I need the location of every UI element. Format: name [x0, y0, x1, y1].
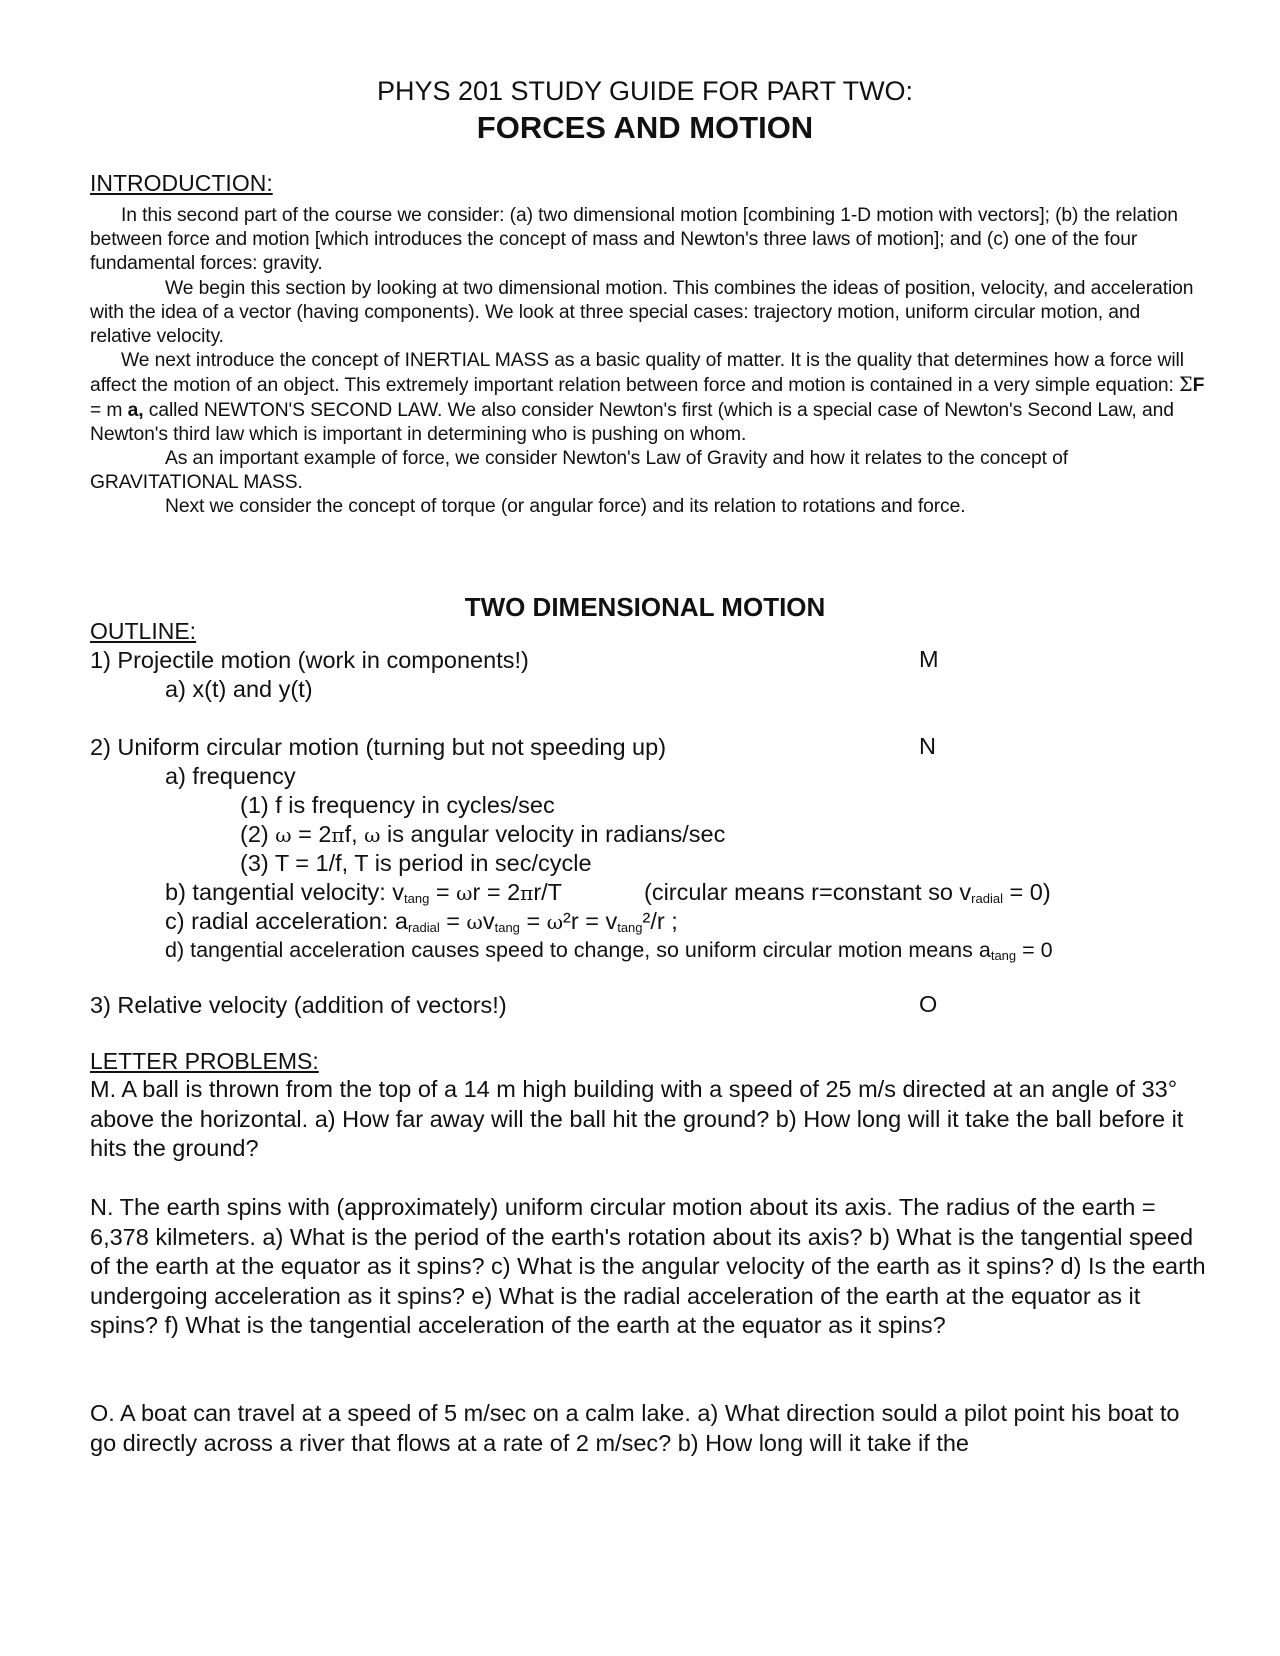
omega-symbol: ω — [275, 823, 292, 847]
equation-text: = — [439, 908, 467, 934]
superscript: ² — [563, 908, 571, 934]
subscript: radial — [407, 920, 440, 935]
outline-item-1-problem-letter: M — [919, 646, 939, 672]
omega-symbol: ω — [456, 881, 473, 905]
sigma-symbol: Σ — [1179, 373, 1193, 397]
problem-N — [90, 1193, 1210, 1341]
letter-problems-heading: LETTER PROBLEMS: — [90, 1048, 319, 1074]
problem-O — [90, 1399, 1210, 1458]
item-number: (2) — [240, 821, 276, 847]
introduction-body — [90, 204, 1205, 520]
acceleration-vector-symbol: a, — [127, 399, 144, 421]
omega-symbol: ω — [466, 910, 483, 934]
equation-text: = 0 — [1016, 938, 1053, 962]
subscript: tang — [617, 920, 643, 935]
outline-item-2d — [165, 936, 1053, 970]
intro-paragraph-5: Next we consider the concept of torque (or angular force) and its relation to rotations and force. — [165, 496, 966, 518]
note-text: (circular means r=constant so v — [644, 879, 972, 905]
equation-text: /r ; — [650, 908, 678, 934]
document-title-topic: FORCES AND MOTION — [476, 110, 814, 145]
description-text: d) tangential acceleration causes speed to change, so uniform circular motion means a — [165, 938, 991, 962]
pi-symbol: π — [331, 823, 345, 847]
omega-symbol: ω — [546, 910, 564, 934]
outline-item-3: 3) Relative velocity (addition of vectors!) — [90, 992, 507, 1018]
intro-paragraph-3 — [90, 349, 1205, 447]
intro-p3-part-a: We next introduce the concept of INERTIAL MASS as a basic quality of matter. It is the quality that determines how a force will affect the motion of an object. This extremely important relation between force and motion is contained in a very simple equation: — [90, 350, 1184, 397]
outline-heading: OUTLINE: — [90, 618, 197, 644]
equation-text: r/T — [533, 879, 563, 905]
outline-item-2a2 — [240, 820, 725, 850]
outline-item-2-problem-letter: N — [919, 733, 936, 759]
description-text: is angular velocity in radians/sec — [380, 821, 726, 847]
subscript: tang — [990, 948, 1017, 963]
label-text: c) radial acceleration: a — [165, 908, 408, 934]
subscript: radial — [971, 891, 1003, 906]
label-text: b) tangential velocity: v — [165, 879, 405, 905]
equation-text: r = 2 — [472, 879, 521, 905]
force-vector-symbol: F — [1192, 375, 1205, 397]
equation-text: f, — [344, 821, 365, 847]
pi-symbol: π — [520, 881, 534, 905]
intro-paragraph-4: As an important example of force, we consider Newton's Law of Gravity and how it relates to the concept of GRAVITATIONAL MASS. — [90, 448, 1068, 494]
equation-text: r = v — [570, 908, 618, 934]
problem-O-text: O. A boat can travel at a speed of 5 m/sec on a calm lake. a) What direction sould a pilot point his boat to go directly across a river that flows at a rate of 2 m/sec? b) How long will it take if the — [90, 1400, 1180, 1456]
problem-M-text: M. A ball is thrown from the top of a 14 m high building with a speed of 25 m/s directed at an angle of 33° above the horizontal. a) How far away will the ball hit the ground? b) How long will it take the ball before it hits the ground? — [90, 1076, 1184, 1161]
outline-item-2: 2) Uniform circular motion (turning but not speeding up) — [90, 734, 667, 760]
equation-text: = 2 — [291, 821, 332, 847]
equation-text: v — [482, 908, 495, 934]
outline-item-3-problem-letter: O — [919, 991, 938, 1017]
note-text: = 0) — [1002, 879, 1051, 905]
introduction-heading: INTRODUCTION: — [90, 170, 273, 196]
document-title-course: PHYS 201 STUDY GUIDE FOR PART TWO: — [376, 76, 914, 106]
equation-equals: = m — [90, 399, 128, 421]
subscript: tang — [494, 920, 520, 935]
subscript: tang — [404, 891, 430, 906]
outline-item-2a: a) frequency — [165, 763, 296, 789]
intro-p3-part-b: called NEWTON'S SECOND LAW. We also consider Newton's first (which is a special case of Newton's Second Law, and Newton's third law which is important in determining who is pushing on whom. — [90, 399, 1174, 445]
outline-item-2b-note — [644, 878, 1051, 913]
outline-item-2a3: (3) T = 1/f, T is period in sec/cycle — [240, 850, 592, 876]
outline-item-1: 1) Projectile motion (work in components!) — [90, 647, 529, 673]
problem-M — [90, 1075, 1210, 1164]
equation-text: = — [519, 908, 547, 934]
intro-paragraph-2: We begin this section by looking at two dimensional motion. This combines the ideas of position, velocity, and acceleration with the idea of a vector (having components). We look at three special cases: trajectory motion, uniform circular motion, and relative velocity. — [90, 277, 1194, 348]
superscript: ² — [642, 908, 651, 934]
section-title: TWO DIMENSIONAL MOTION — [464, 592, 826, 622]
outline-item-2a1: (1) f is frequency in cycles/sec — [240, 792, 555, 818]
intro-paragraph-1: In this second part of the course we consider: (a) two dimensional motion [combining 1-D motion with vectors]; (b) the relation between force and motion [which introduces the concept of mass and Newton's three laws of motion]; and (c) one of the four fundamental forces: gravity. — [90, 205, 1178, 275]
equation-text: = — [429, 879, 457, 905]
omega-symbol: ω — [364, 823, 381, 847]
outline-item-1a: a) x(t) and y(t) — [165, 676, 313, 702]
problem-N-text: N. The earth spins with (approximately) uniform circular motion about its axis. The radius of the earth = 6,378 kilmeters. a) What is the period of the earth's rotation about its axis? b) What is the tangential speed of the earth at the equator as it spins? c) What is the angular velocity of the earth as it spins? d) Is the earth undergoing acceleration as it spins? e) What is the radial acceleration of the earth at the equator as it spins? f) What is the tangential acceleration of the earth at the equator as it spins? — [90, 1194, 1206, 1338]
